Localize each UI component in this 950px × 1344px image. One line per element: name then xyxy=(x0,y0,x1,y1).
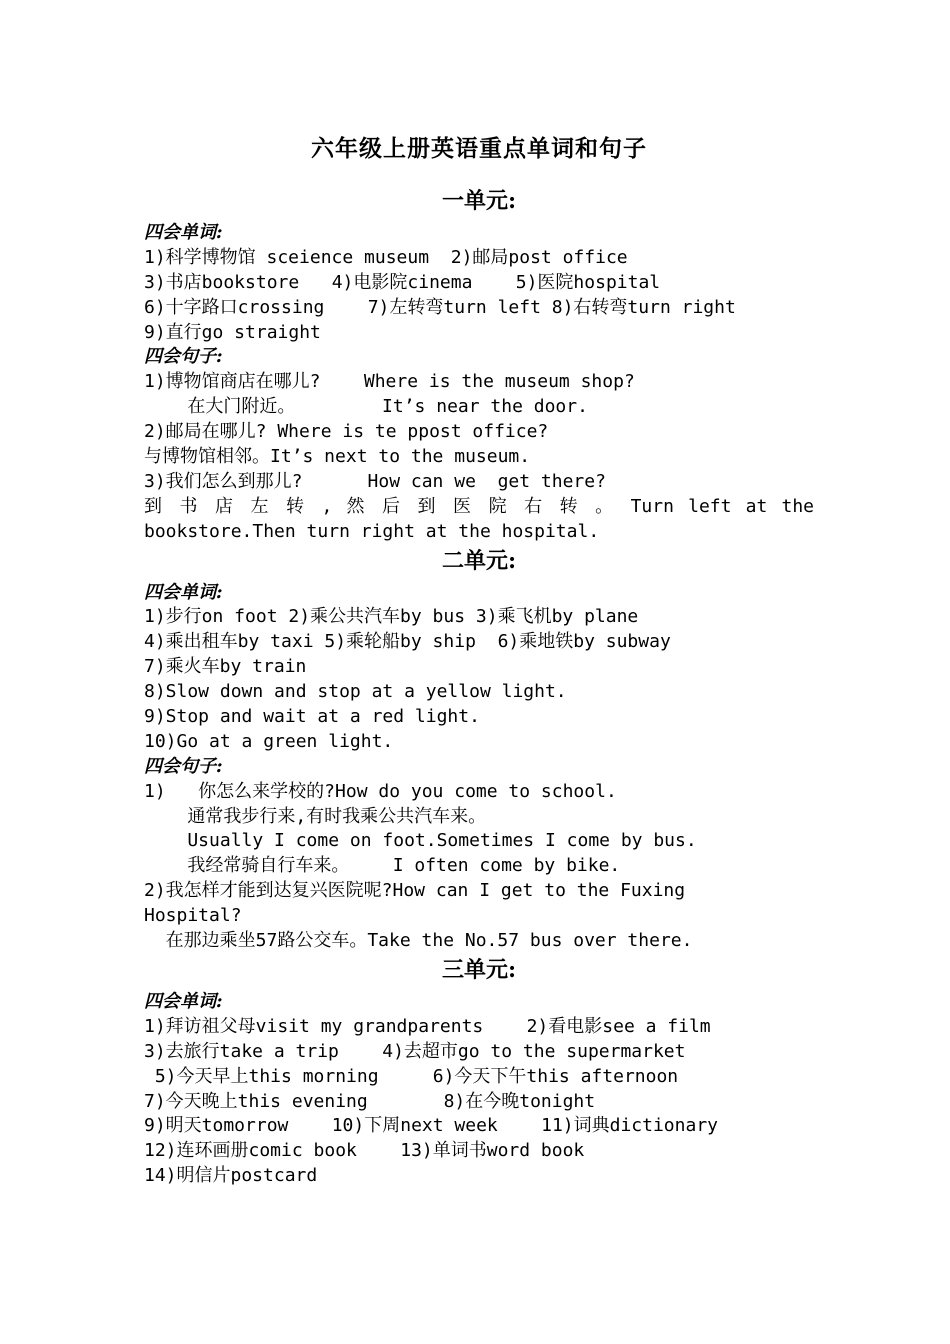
document-page xyxy=(144,132,814,1189)
unit-2-words-label: 四会单词: xyxy=(144,581,223,603)
unit-3-word-line: 5)今天早上this morning 6)今天下午this afternoon xyxy=(144,1065,679,1087)
unit-3-word-line: 3)去旅行take a trip 4)去超市go to the supermarket xyxy=(144,1040,686,1062)
unit-1-sentence-line: 在大门附近。 It’s near the door. xyxy=(144,396,588,418)
unit-1-words-label: 四会单词: xyxy=(144,222,223,243)
unit-2-word-line: 4)乘出租车by taxi 5)乘轮船by ship 6)乘地铁by subway xyxy=(144,631,671,653)
unit-1-sentence-line: 3)我们怎么到那儿? How can we get there? xyxy=(144,470,606,492)
unit-2-sentence-line: 通常我步行来,有时我乘公共汽车来。 xyxy=(144,805,487,827)
unit-2-word-line: 10)Go at a green light. xyxy=(144,730,394,752)
unit-1-sentences-label: 四会句子: xyxy=(144,346,223,368)
unit-2-word-line: 9)Stop and wait at a red light. xyxy=(144,706,480,728)
unit-3-words-label: 四会单词: xyxy=(144,990,223,1012)
unit-2-sentence-line: 在那边乘坐57路公交车。Take the No.57 bus over there. xyxy=(144,930,693,952)
unit-1-word-line: 9)直行go straight xyxy=(144,321,321,343)
unit-3-heading: 三单元: xyxy=(441,956,517,983)
unit-1-sentence-line: 1)博物馆商店在哪儿? Where is the museum shop? xyxy=(144,371,635,393)
unit-3-word-line: 7)今天晚上this evening 8)在今晚tonight xyxy=(144,1090,596,1112)
unit-2-sentences-label: 四会句子: xyxy=(144,755,223,777)
unit-3-word-line: 12)连环画册comic book 13)单词书word book xyxy=(144,1140,585,1162)
unit-1-sentence-line: 与博物馆相邻。It’s next to the museum. xyxy=(144,446,531,468)
unit-2-word-line: 7)乘火车by train xyxy=(144,656,307,678)
unit-2-sentence-line: 1) 你怎么来学校的?How do you come to school. xyxy=(144,780,617,802)
unit-1-word-line: 3)书店bookstore 4)电影院cinema 5)医院hospital xyxy=(144,271,661,293)
unit-1-sentence-line: 2)邮局在哪儿? Where is te ppost office? xyxy=(144,421,549,443)
unit-1-sentence-line: 到 书 店 左 转 , 然 后 到 医 院 右 转 。 Turn left at the xyxy=(144,495,814,517)
unit-3-word-line: 1)拜访祖父母visit my grandparents 2)看电影see a film xyxy=(144,1015,711,1037)
unit-2-word-line: 1)步行on foot 2)乘公共汽车by bus 3)乘飞机by plane xyxy=(144,606,639,628)
unit-3-word-line: 14)明信片postcard xyxy=(144,1165,318,1187)
unit-1-heading: 一单元: xyxy=(441,188,517,214)
unit-1-word-line: 1)科学博物馆 sceience museum 2)邮局post office xyxy=(144,246,628,268)
unit-2-heading: 二单元: xyxy=(441,547,517,574)
unit-2-sentence-line: Usually I come on foot.Sometimes I come by bus. xyxy=(144,830,697,852)
document-title: 六年级上册英语重点单词和句子 xyxy=(311,135,647,162)
unit-2-sentence-line: 我经常骑自行车来。 I often come by bike. xyxy=(144,855,621,877)
unit-2-sentence-line: Hospital? xyxy=(144,905,242,927)
unit-1-word-line: 6)十字路口crossing 7)左转弯turn left 8)右转弯turn right xyxy=(144,296,736,318)
unit-2-word-line: 8)Slow down and stop at a yellow light. xyxy=(144,681,567,703)
unit-2-sentence-line: 2)我怎样才能到达复兴医院呢?How can I get to the Fuxing xyxy=(144,880,686,902)
unit-3-word-line: 9)明天tomorrow 10)下周next week 11)词典dictionary xyxy=(144,1115,718,1137)
unit-1-sentence-line: bookstore.Then turn right at the hospital. xyxy=(144,520,600,542)
